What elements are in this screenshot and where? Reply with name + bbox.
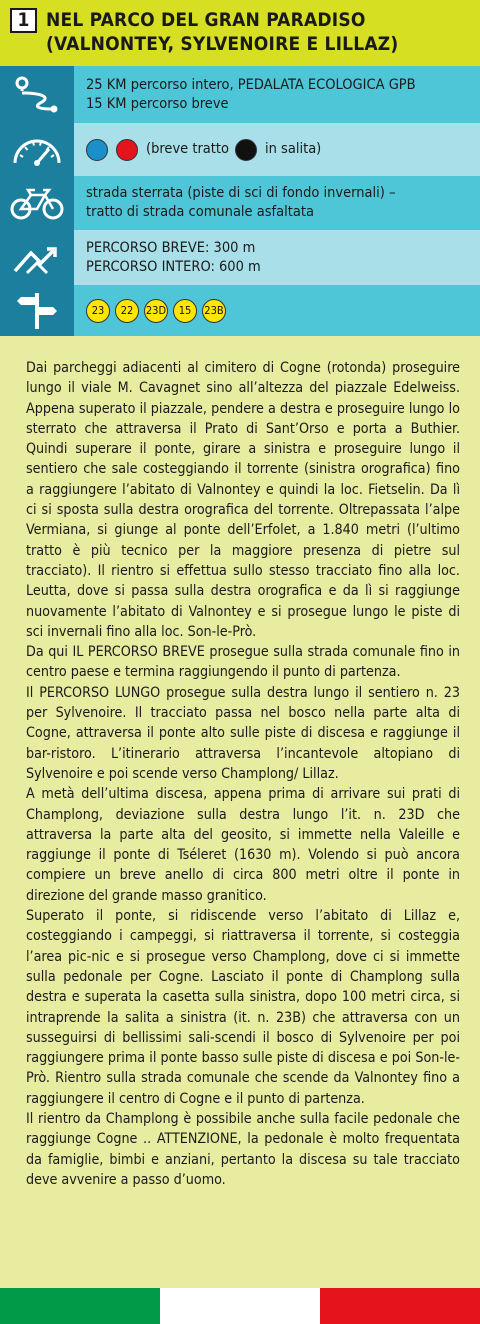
terrain-row [0,176,480,230]
difficulty-dot-black [235,139,257,161]
trail-badge: 23B [202,299,226,323]
description-paragraph: Il PERCORSO LUNGO prosegue sulla destra lungo il sentiero n. 23 per Sylvenoire. Il tracciato passa nel bosco nella parte alta di Cogne, attraversa il ponte alto sulle piste di discesa e raggiunge il bar-ristoro. L’itinerario attraversa l’incantevole altopiano di Sylvenoire e poi scende verso Champlong/ Lillaz. [26,684,460,782]
difficulty-row [0,123,480,176]
italian-flag-footer [0,1288,480,1324]
description-paragraph: Superato il ponte, si ridiscende verso l’abitato di Lillaz e, costeggiando i campeggi, si riattraversa il torrente, si costeggia l’area pic-nic e si prosegue verso Champlong, dove ci si immette sulla pedonale per Cogne. Lasciato il ponte di Champlong sulla destra e superata la casetta sulla sinistra, dopo 100 metri circa, si intraprende la salita a sinistra (it. n. 23B) che attraversa con un susseguirsi di bellissimi sali-scendi il bosco di Sylvenoire per poi raggiungere prima il ponte basso sulle piste di discesa e poi Son-le-Prò. Rientro sulla strada comunale che scende da Valnontey fino a raggiungere il centro di Cogne e il punto di partenza. [26,908,460,1107]
flag-stripe-white [160,1288,320,1324]
trail-badge: 22 [115,299,139,323]
header [0,0,480,66]
page-title [46,8,398,56]
distance-short: 15 KM percorso breve [86,95,229,112]
trail-badge: 23 [86,299,110,323]
difficulty-text-before: (breve tratto [146,141,229,157]
description-paragraph: Da qui IL PERCORSO BREVE prosegue sulla strada comunale fino in centro paese e termina raggiungendo il punto di partenza. [26,644,460,681]
trails-row [0,285,480,336]
description-paragraph: A metà dell’ultima discesa, appena prima di arrivare sui prati di Champlong, deviazione sulla destra lungo l’it. n. 23D che attraversa la parte alta del geosito, si immette nella Valeille e raggiunge il ponte di Tséleret (1630 m). Volendo si può ancora compiere un breve anello di circa 800 metri oltre il ponte in direzione del grande masso granitico. [26,786,460,904]
title-line-1: NEL PARCO DEL GRAN PARADISO [46,9,366,31]
difficulty-text-after: in salita) [265,141,322,157]
difficulty-dot-blue [86,139,108,161]
elevation-row [0,230,480,285]
trail-badge: 23D [144,299,168,323]
route-number-badge: 1 [10,8,37,33]
elevation-short: PERCORSO BREVE: 300 m [86,239,256,256]
trail-badges [86,299,231,323]
description-paragraph: Dai parcheggi adiacenti al cimitero di Cogne (rotonda) proseguire lungo il viale M. Cavagnet sino all’altezza del piazzale Edelweiss. Appena superato il piazzale, pendere a destra e proseguire lungo lo sterrato che attraversa il Prato di Sant’Orso e porta a Buthier. Quindi superare il ponte, girare a sinistra e proseguire lungo il sentiero che sale costeggiando il torrente (sinistra orografica) fino a raggiungere l’abitato di Valnontey e quindi la loc. Fietselin. Da lì ci si sposta sulla destra orografica del torrente. Oltrepassata l’alpe Vermiana, si giunge al ponte dell’Erfolet, a 1.840 metri (l’ultimo tratto è più tecnico per la maggiore presenza di pietre sul tracciato). Il rientro si effettua sullo stesso tracciato fino alla loc. Leutta, dove si passa sulla destra orografica e da lì si raggiunge nuovamente l’abitato di Valnontey e si prosegue lungo le piste di sci invernali fino alla loc. Son-le-Prò. [26,360,460,640]
description-paragraph: Il rientro da Champlong è possibile anche sulla facile pedonale che raggiunge Cogne .. ATTENZIONE, la pedonale è molto frequentata da famiglie, bimbi e anziani, pertanto la discesa su tale tracciato deve avvenire a passo d’uomo. [26,1110,460,1188]
bicycle-icon [0,176,74,230]
signpost-icon [0,285,74,336]
flag-stripe-green [0,1288,160,1324]
elevation-full: PERCORSO INTERO: 600 m [86,258,261,275]
trail-badge: 15 [173,299,197,323]
elevation-icon [0,230,74,285]
terrain-line-1: strada sterrata (piste di sci di fondo invernali) – [86,185,396,201]
speedometer-icon [0,123,74,176]
route-icon [0,66,74,123]
route-description [26,358,460,1190]
title-line-2: (VALNONTEY, SYLVENOIRE E LILLAZ) [46,33,399,55]
flag-stripe-red [320,1288,480,1324]
distance-full: 25 KM percorso intero, PEDALATA ECOLOGICA GPB [86,76,416,93]
difficulty-dot-red [116,139,138,161]
terrain-line-2: tratto di strada comunale asfaltata [86,204,314,220]
distance-row [0,66,480,123]
